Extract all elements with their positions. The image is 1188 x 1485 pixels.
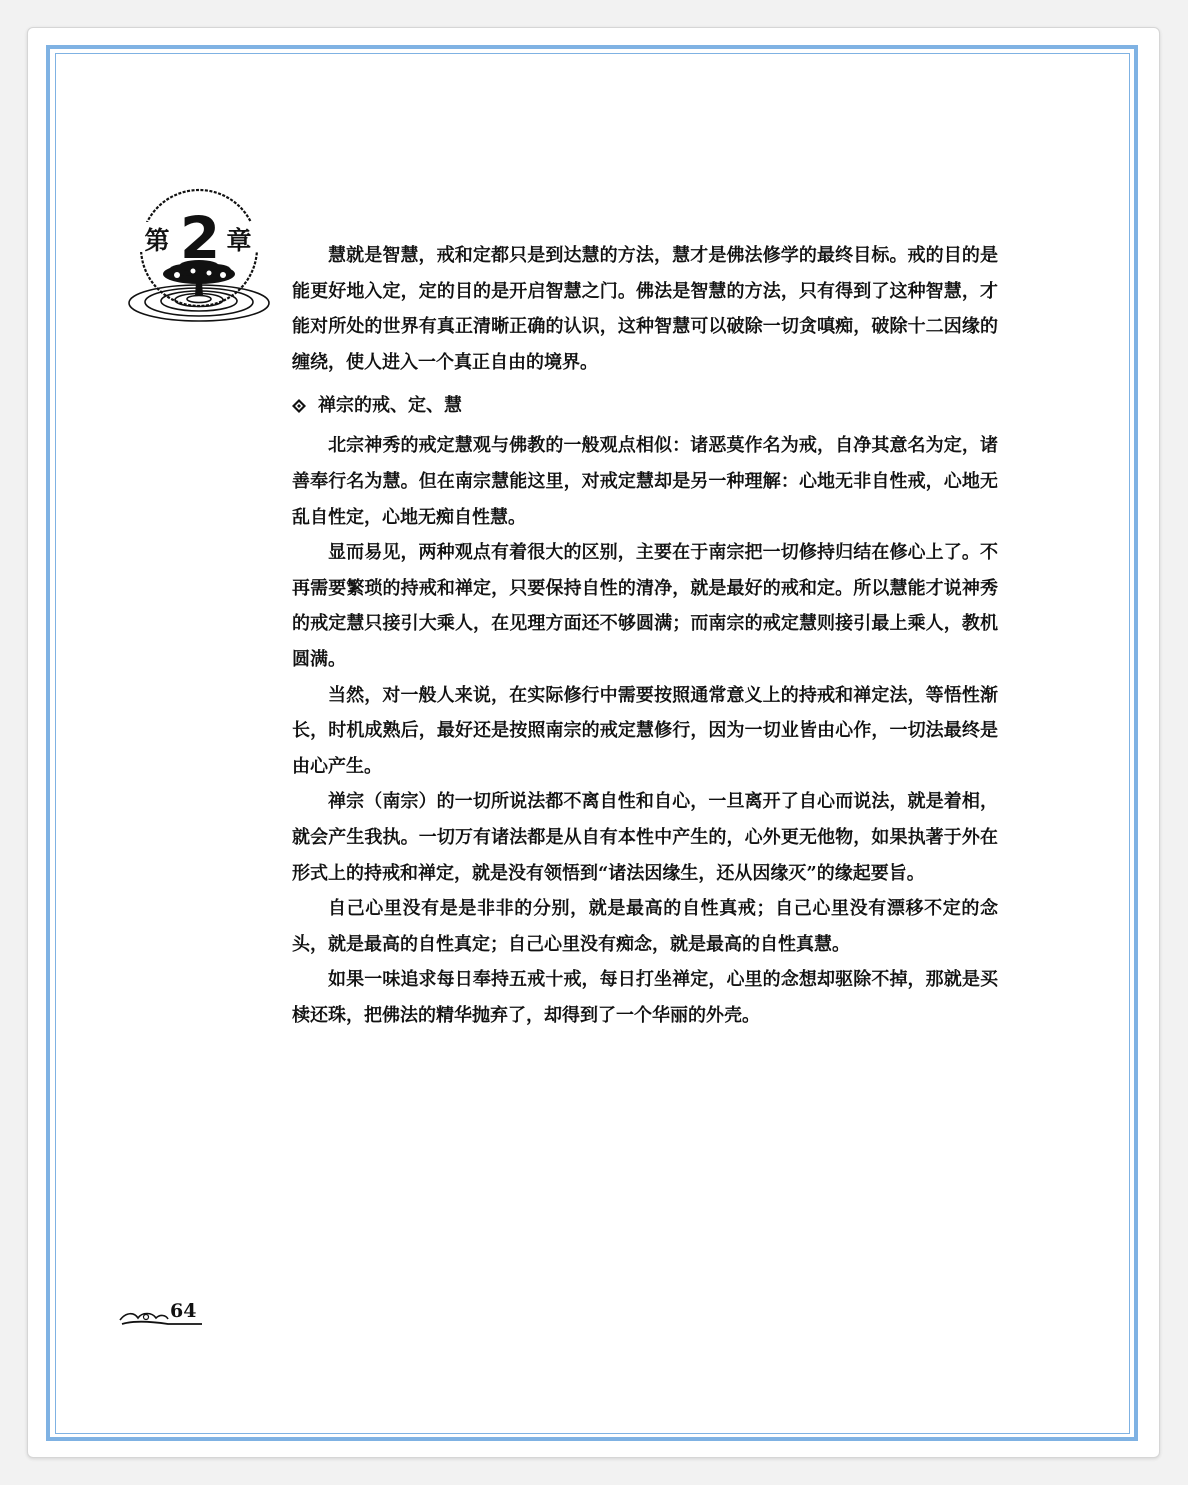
chapter-suffix: 章 <box>226 226 252 255</box>
section-heading <box>292 390 998 422</box>
section-title: 禅宗的戒、定、慧 <box>318 395 462 417</box>
section-paragraph: 当然，对一般人来说，在实际修行中需要按照通常意义上的持戒和禅定法，等悟性渐长，时机成熟后，最好还是按照南宗的戒定慧修行，因为一切业皆由心作，一切法最终是由心产生。 <box>292 684 998 777</box>
chapter-body <box>292 238 998 1033</box>
page-number: 64 <box>170 1300 197 1322</box>
section-paragraph: 北宗神秀的戒定慧观与佛教的一般观点相似：诸恶莫作名为戒，自净其意名为定，诸善奉行名为慧。但在南宗慧能这里，对戒定慧却是另一种理解：心地无非自性戒，心地无乱自性定，心地无痴自性慧。 <box>292 435 998 528</box>
section-paragraph: 禅宗（南宗）的一切所说法都不离自性和自心，一旦离开了自心而说法，就是着相，就会产生我执。一切万有诸法都是从自有本性中产生的，心外更无他物，如果执著于外在形式上的持戒和禅定，就是没有领悟到“诸法因缘生，还从因缘灭”的缘起要旨。 <box>292 791 998 884</box>
chapter-number: 2 <box>179 204 221 272</box>
ripples-icon <box>129 285 269 321</box>
section-paragraph: 显而易见，两种观点有着很大的区别，主要在于南宗把一切修持归结在修心上了。不再需要繁琐的持戒和禅定，只要保持自性的清净，就是最好的戒和定。所以慧能才说神秀的戒定慧只接引大乘人，在见理方面还不够圆满；而南宗的戒定慧则接引最上乘人，教机圆满。 <box>292 542 998 670</box>
section-paragraph: 如果一味追求每日奉持五戒十戒，每日打坐禅定，心里的念想却驱除不掉，那就是买椟还珠，把佛法的精华抛弃了，却得到了一个华丽的外壳。 <box>292 969 998 1026</box>
intro-paragraph: 慧就是智慧，戒和定都只是到达慧的方法，慧才是佛法修学的最终目标。戒的目的是能更好地入定，定的目的是开启智慧之门。佛法是智慧的方法，只有得到了这种智慧，才能对所处的世界有真正清晰正确的认识，这种智慧可以破除一切贪嗔痴，破除十二因缘的缠绕，使人进入一个真正自由的境界。 <box>292 245 998 373</box>
chapter-emblem <box>127 178 282 333</box>
diamond-bullet-icon <box>292 399 306 413</box>
section-paragraph: 自己心里没有是是非非的分别，就是最高的自性真戒；自己心里没有漂移不定的念头，就是最高的自性真定；自己心里没有痴念，就是最高的自性真慧。 <box>292 898 998 955</box>
chapter-prefix: 第 <box>144 226 170 255</box>
